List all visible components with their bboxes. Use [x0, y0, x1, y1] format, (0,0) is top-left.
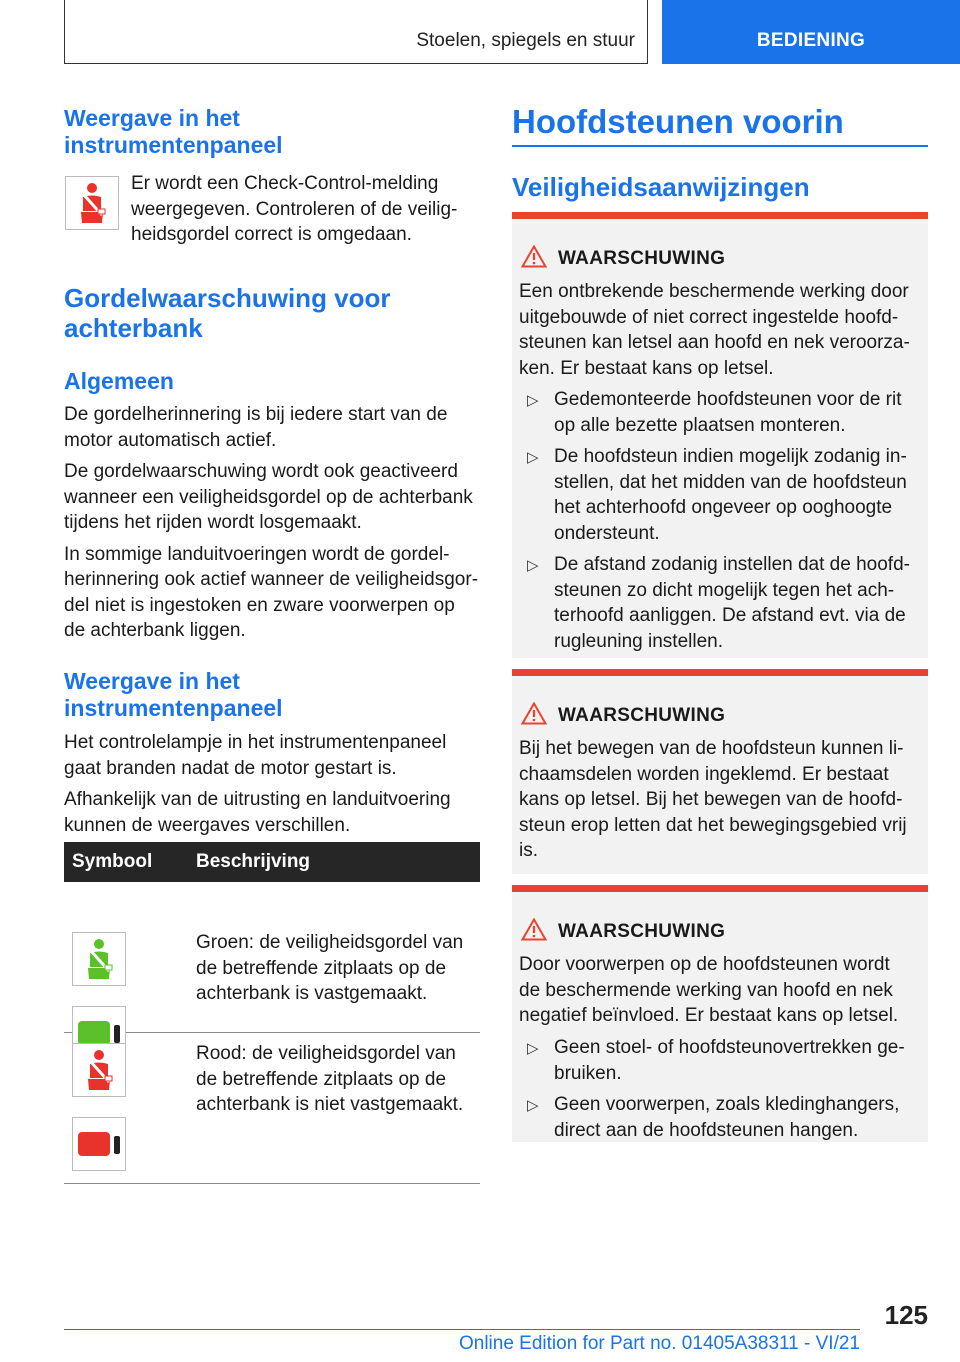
title-rule — [512, 145, 928, 147]
warning-triangle-icon — [521, 245, 547, 268]
warning-label: WAARSCHUWING — [558, 248, 726, 269]
footer-edition: Online Edition for Part no. 01405A38311 - VI/21 — [458, 1333, 860, 1354]
warning-label: WAARSCHUWING — [558, 705, 726, 726]
row-green-description: Groen: de veiligheidsgordel van de betreffende zitplaats op de achterbank is vastgemaakt. — [196, 932, 464, 1004]
list-item: De hoofdsteun indien mogelijk zodanig in- stellen, dat het midden van de hoofdsteun het achterhoofd ongeveer op ooghoogte ondersteunt. — [554, 446, 907, 544]
warning-box-1 — [512, 212, 928, 658]
display-text: Er wordt een Check-Control-melding weergegeven. Controleren of de veilig- heidsgordel correct is omgedaan. — [131, 173, 458, 245]
general-heading: Algemeen — [64, 368, 174, 394]
symbol-table — [64, 842, 480, 1184]
warning-triangle-icon — [521, 918, 547, 941]
para2: De gordelwaarschuwing wordt ook geactiveerd wanneer een veiligheidsgordel op de achterbank tijdens het rijden wordt losgemaakt. — [64, 461, 473, 533]
warning-label: WAARSCHUWING — [558, 921, 726, 942]
header-section-tab — [64, 0, 648, 64]
header-section-title: Stoelen, spiegels en stuur — [416, 30, 635, 51]
rear-display-heading: Weergave in het instrumentenpaneel — [64, 668, 283, 721]
col-symbol-header: Symbool — [72, 851, 153, 872]
seatbelt-green-icon — [72, 932, 126, 986]
display-heading: Weergave in het instrumentenpaneel — [64, 105, 283, 158]
para5: Afhankelijk van de uitrusting en landuitvoering kunnen de weergaves verschillen. — [64, 789, 451, 836]
warning-text: Bij het bewegen van de hoofdsteun kunnen li- chaamsdelen worden ingeklemd. Er bestaat kans op letsel. Bij het bewegen van de hoofd- steun erop letten dat het bewegingsgebied vrij is. — [519, 738, 907, 861]
para3: In sommige landuitvoeringen wordt de gordel- herinnering ook actief wanneer de veiligheidsgor- del niet is ingestoken en zware voorwerpen op de achterbank liggen. — [64, 543, 479, 641]
seat-red-icon — [72, 1117, 126, 1171]
table-header — [64, 842, 480, 882]
bullet-marker: ▷ — [527, 557, 539, 574]
list-item: Gedemonteerde hoofdsteunen voor de rit op alle bezette plaatsen monteren. — [554, 389, 902, 436]
bullet-marker: ▷ — [527, 1097, 539, 1114]
bullet-marker: ▷ — [527, 392, 539, 409]
seatbelt-red-icon — [72, 1043, 126, 1097]
col-description-header: Beschrijving — [196, 851, 311, 872]
safety-subtitle: Veiligheidsaanwijzingen — [512, 172, 810, 202]
warning-box-2 — [512, 669, 928, 874]
warning-box-3 — [512, 885, 928, 1142]
table-row — [64, 1033, 480, 1184]
rear-belt-heading: Gordelwaarschuwing voor achterbank — [64, 283, 391, 343]
header-chapter-tab — [662, 0, 960, 64]
display-paragraphs — [64, 730, 484, 838]
warning-text: Door voorwerpen op de hoofdsteunen wordt de beschermende werking van hoofd en nek negatief beïnvloed. Er bestaat kans op letsel. — [519, 954, 899, 1026]
list-item: Geen voorwerpen, zoals kledinghangers, direct aan de hoofdsteunen hangen. — [554, 1094, 900, 1141]
warning-triangle-icon — [521, 702, 547, 725]
table-row — [64, 882, 480, 1033]
header-chapter-title: BEDIENING — [756, 30, 866, 51]
general-paragraphs — [64, 402, 484, 644]
row-red-description: Rood: de veiligheidsgordel van de betreffende zitplaats op de achterbank is niet vastgemaakt. — [196, 1043, 464, 1115]
seatbelt-warning-icon — [65, 176, 119, 230]
page-number: 125 — [884, 1300, 928, 1330]
bullet-marker: ▷ — [527, 1040, 539, 1057]
para1: De gordelherinnering is bij iedere start van de motor automatisch actief. — [64, 404, 448, 451]
list-item: Geen stoel- of hoofdsteunovertrekken ge- bruiken. — [554, 1037, 905, 1084]
page-title: Hoofdsteunen voorin — [512, 103, 844, 140]
bullet-marker: ▷ — [527, 449, 539, 466]
warning-text: Een ontbrekende beschermende werking door uitgebouwde of niet correct ingestelde hoofd- steunen kan letsel aan hoofd en nek veroorza- ken. Er bestaat kans op letsel. — [519, 281, 910, 379]
para4: Het controlelampje in het instrumentenpaneel gaat branden nadat de motor gestart is. — [64, 732, 447, 779]
list-item: De afstand zodanig instellen dat de hoofd- steunen zo dicht mogelijk tegen het ach- terhoofd aanliggen. De afstand evt. via de rugleuning instellen. — [554, 554, 910, 652]
footer-rule — [64, 1329, 860, 1330]
